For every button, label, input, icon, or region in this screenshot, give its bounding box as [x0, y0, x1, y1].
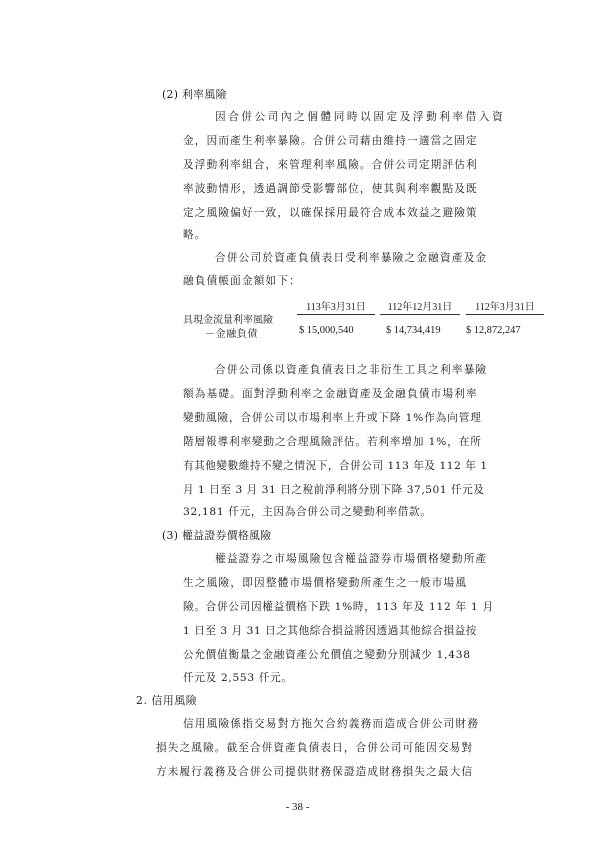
paragraph-line: 變動風險，合併公司以市場利率上升或下降 1%作為向管理 — [183, 412, 482, 424]
table-cell: $ 14,734,419 — [386, 325, 441, 336]
paragraph-line: 生之風險，即因整體市場價格變動所產生之一般市場風 — [183, 577, 468, 589]
table-row-group-label: 具現金流量利率風險 — [183, 315, 273, 326]
paragraph-line: 信用風險係指交易對方拖欠合約義務而造成合併公司財務 — [183, 718, 480, 730]
paragraph-line: 及浮動利率組合，來管理利率風險。合併公司定期評估利 — [183, 159, 478, 171]
paragraph-line: 損失之風險。截至合併資產負債表日，合併公司可能因交易對 — [156, 742, 474, 754]
section-heading-equity-price-risk: (3) 權益證券價格風險 — [162, 529, 272, 542]
table-column-header: 112年12月31日 — [380, 298, 460, 315]
table-cell: $ 12,872,247 — [466, 325, 521, 336]
paragraph-line: 仟元及 2,553 仟元。 — [183, 672, 293, 684]
section-heading-credit-risk: 2. 信用風險 — [136, 694, 198, 707]
paragraph-line: 合併公司於資產負債表日受利率暴險之金融資產及金 — [215, 252, 488, 264]
paragraph-line: 方未履行義務及合併公司提供財務保證造成財務損失之最大信 — [156, 766, 474, 778]
section-heading-interest-rate-risk: (2) 利率風險 — [162, 88, 227, 101]
paragraph-line: 權益證券之市場風險包含權益證券市場價格變動所產 — [215, 553, 488, 565]
paragraph-line: 1 日至 3 月 31 日之其他綜合損益將因透過其他綜合損益按 — [183, 625, 477, 637]
page-number: - 38 - — [285, 801, 310, 813]
paragraph-line: 公允價值衡量之金融資產公允價值之變動分別減少 1,438 — [183, 649, 471, 661]
table-cell: $ 15,000,540 — [299, 325, 354, 336]
table-column-header: 112年3月31日 — [466, 298, 544, 315]
table-column-header: 113年3月31日 — [297, 298, 375, 315]
paragraph-line: 32,181 仟元，主因為合併公司之變動利率借款。 — [183, 506, 432, 518]
paragraph-line: 金，因而產生利率暴險。合併公司藉由維持一適當之固定 — [183, 135, 478, 147]
table-row-label: －金融負債 — [205, 329, 258, 340]
paragraph-line: 定之風險偏好一致，以確保採用最符合成本效益之避險策 — [183, 207, 478, 219]
paragraph-line: 因合併公司內之個體同時以固定及浮動利率借入資 — [215, 111, 506, 123]
paragraph-line: 率波動情形，透過調節受影響部位，使其與利率觀點及既 — [183, 183, 478, 195]
paragraph-line: 略。 — [183, 229, 207, 241]
paragraph-line: 階層報導利率變動之合理風險評估。若利率增加 1%，在所 — [183, 436, 482, 448]
paragraph-line: 有其他變數維持不變之情況下，合併公司 113 年及 112 年 1 — [183, 460, 488, 472]
paragraph-line: 月 1 日至 3 月 31 日之稅前淨利將分別下降 37,501 仟元及 — [183, 484, 485, 496]
paragraph-line: 合併公司係以資產負債表日之非衍生工具之利率暴險 — [215, 364, 488, 376]
paragraph-line: 額為基礎。面對浮動利率之金融資產及金融負債市場利率 — [183, 388, 478, 400]
paragraph-line: 融負債帳面金額如下： — [183, 275, 301, 287]
paragraph-line: 險。合併公司因權益價格下跌 1%時，113 年及 112 年 1 月 — [183, 601, 494, 613]
